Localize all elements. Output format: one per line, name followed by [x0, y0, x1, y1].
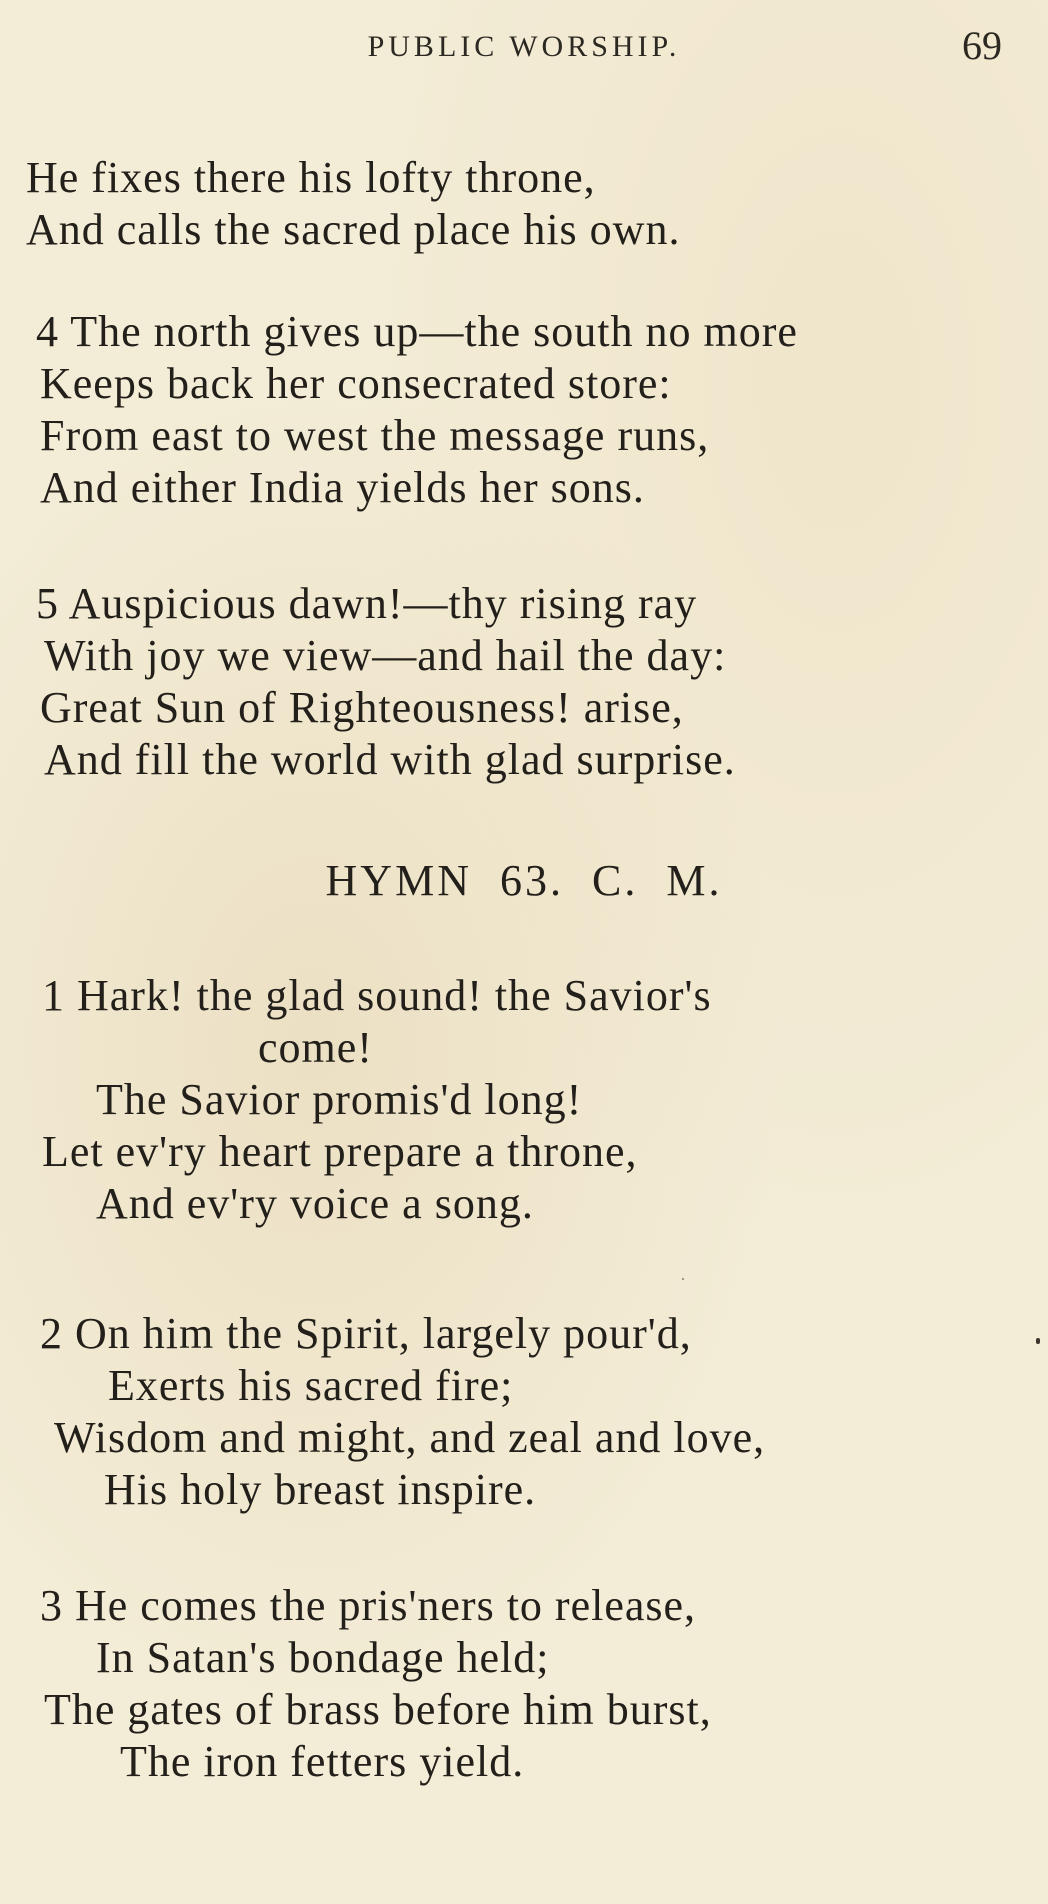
- verse-line: Exerts his sacred fire;: [108, 1361, 514, 1410]
- print-speck: [682, 1278, 684, 1280]
- stanza-line: With joy we view—and hail the day:: [44, 631, 727, 680]
- running-title: PUBLIC WORSHIP.: [367, 30, 681, 63]
- verse-line: His holy breast inspire.: [104, 1465, 537, 1514]
- verse-line: The iron fetters yield.: [120, 1737, 525, 1786]
- stanza-line: He fixes there his lofty throne,: [26, 153, 596, 202]
- hymn-number: HYMN 63.: [325, 856, 564, 905]
- stanza-line: 5 Auspicious dawn!—thy rising ray: [36, 579, 698, 628]
- verse-line: And ev'ry voice a song.: [96, 1179, 534, 1228]
- print-speck: [1036, 1338, 1040, 1344]
- stanza-line: From east to west the message runs,: [40, 411, 710, 460]
- stanza-line: 4 The north gives up—the south no more: [36, 307, 798, 356]
- stanza-line: And either India yields her sons.: [40, 463, 645, 512]
- verse-line: The gates of brass before him burst,: [44, 1685, 712, 1734]
- verse-line: come!: [258, 1023, 373, 1072]
- hymn-meter: C. M.: [591, 856, 723, 905]
- verse-line: 1 Hark! the glad sound! the Savior's: [42, 971, 712, 1020]
- stanza-line: And calls the sacred place his own.: [26, 205, 681, 254]
- stanza-line: Keeps back her consecrated store:: [40, 359, 672, 408]
- stanza-line: Great Sun of Righteousness! arise,: [40, 683, 684, 732]
- verse-line: The Savior promis'd long!: [96, 1075, 583, 1124]
- verse-line: Let ev'ry heart prepare a throne,: [42, 1127, 638, 1176]
- stanza-line: And fill the world with glad surprise.: [44, 735, 736, 784]
- verse-line: In Satan's bondage held;: [96, 1633, 550, 1682]
- page-number: 69: [962, 23, 1002, 68]
- hymn-heading: [0, 855, 1048, 906]
- verse-line: 2 On him the Spirit, largely pour'd,: [40, 1309, 692, 1358]
- verse-line: Wisdom and might, and zeal and love,: [54, 1413, 766, 1462]
- verse-line: 3 He comes the pris'ners to release,: [40, 1581, 697, 1630]
